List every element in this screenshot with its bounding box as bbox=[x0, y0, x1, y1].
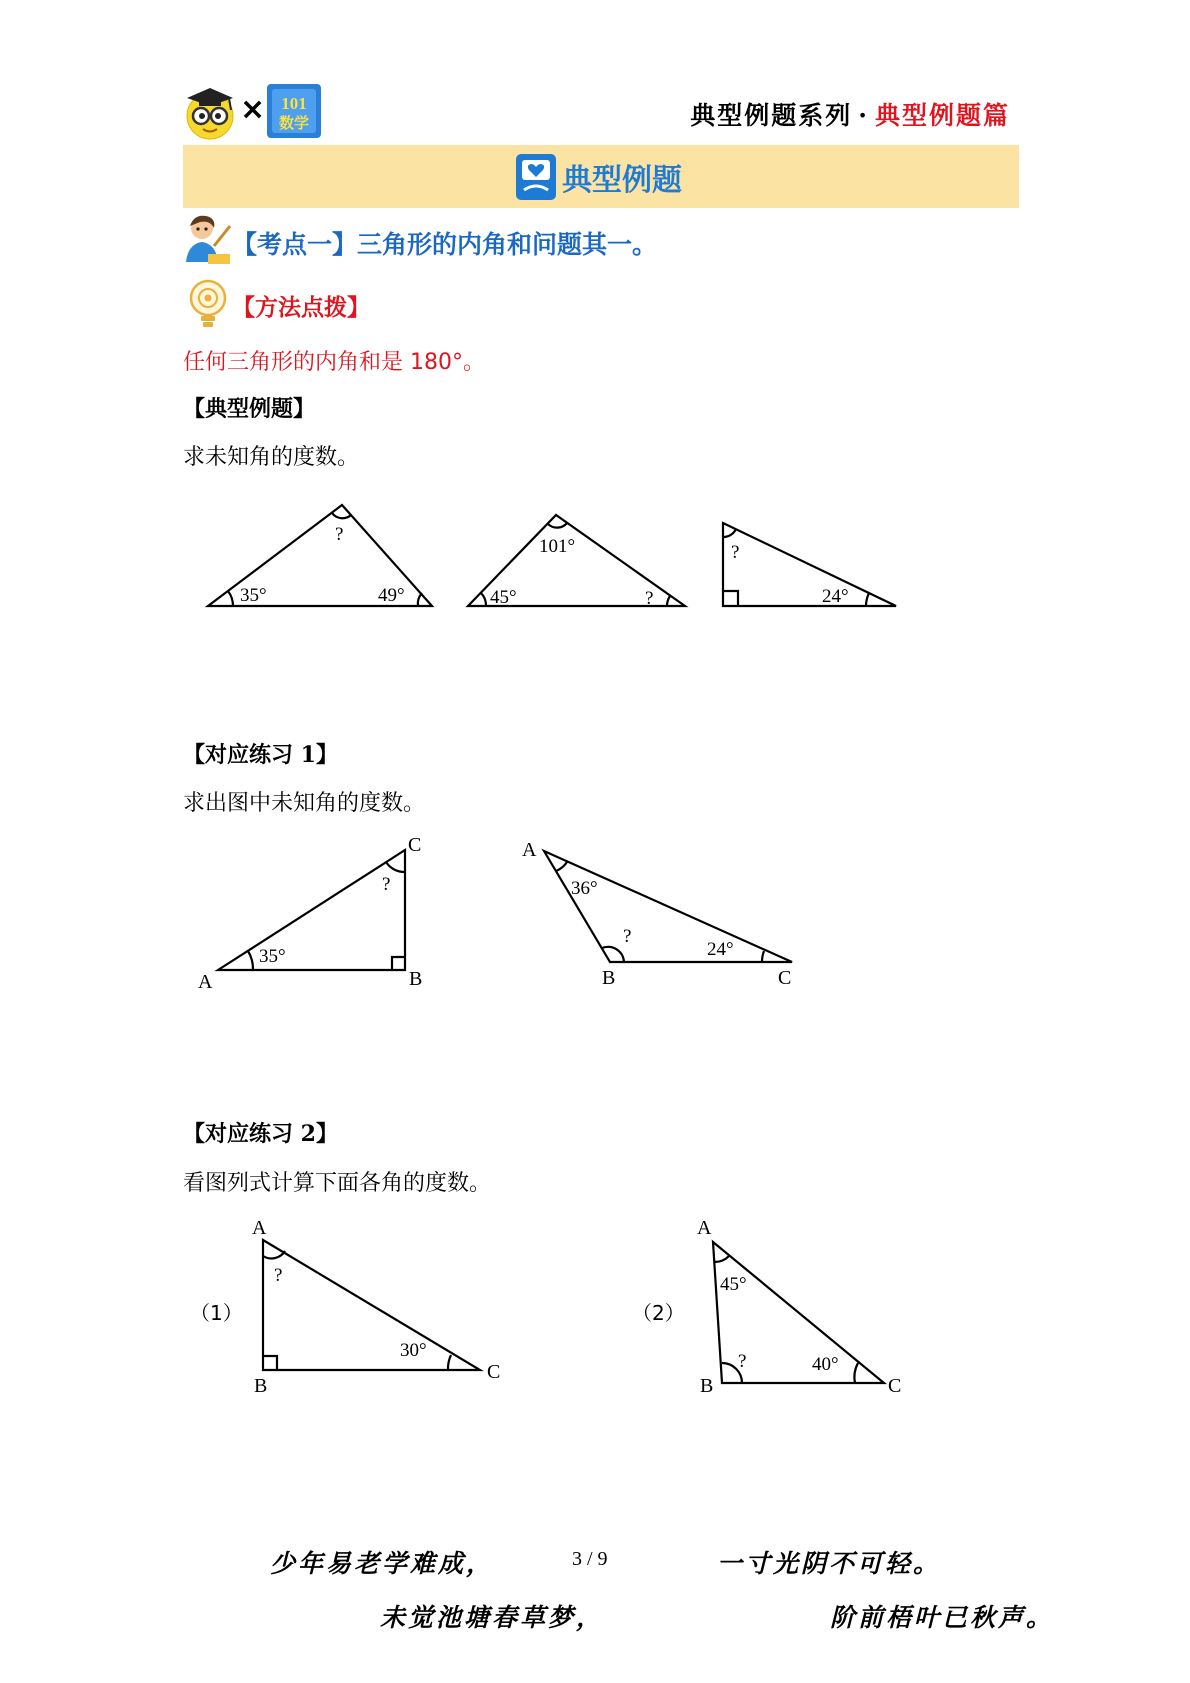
p1f1-vertex-b: B bbox=[409, 968, 423, 990]
ex3-top-angle: ? bbox=[731, 542, 740, 563]
p1f2-vertex-c: C bbox=[778, 967, 792, 989]
p2f1-angle-a: ? bbox=[274, 1265, 283, 1286]
p2f2-angle-a: 45° bbox=[720, 1274, 747, 1295]
ex2-left-angle: 45° bbox=[490, 587, 517, 608]
p1f2-angle-a: 36° bbox=[571, 878, 598, 899]
example-triangle-3 bbox=[723, 523, 896, 606]
logo-times-sign: × bbox=[240, 92, 266, 127]
p2f2-angle-b: ? bbox=[738, 1351, 747, 1372]
method-rule-text: 任何三角形的内角和是 180°。 bbox=[183, 350, 485, 375]
ex3-right-angle: 24° bbox=[822, 586, 849, 607]
practice2-question: 看图列式计算下面各角的度数。 bbox=[183, 1171, 492, 1196]
ex1-top-angle: ? bbox=[335, 524, 344, 545]
logo-101-text: 101 bbox=[281, 94, 307, 113]
ex1-left-angle: 35° bbox=[240, 585, 267, 606]
p1f2-angle-b: ? bbox=[623, 926, 632, 947]
ex2-top-angle: 101° bbox=[539, 536, 576, 557]
practice2-triangle-1 bbox=[263, 1240, 480, 1370]
p2f1-vertex-b: B bbox=[254, 1375, 268, 1397]
p2f2-angle-c: 40° bbox=[812, 1354, 839, 1375]
poem-line2-left: 未觉池塘春草梦， bbox=[380, 1603, 605, 1632]
method-heading: 【方法点拨】 bbox=[232, 295, 370, 321]
logo-math-text: 数学 bbox=[278, 116, 310, 132]
p2f2-vertex-a: A bbox=[697, 1217, 712, 1239]
poem-line1-left: 少年易老学难成， bbox=[270, 1549, 495, 1578]
series-dot: · bbox=[858, 101, 869, 130]
poem-line1-right: 一寸光阴不可轻。 bbox=[717, 1549, 942, 1578]
p1f2-vertex-b: B bbox=[602, 967, 616, 989]
p1f1-vertex-a: A bbox=[198, 971, 213, 993]
ex1-right-angle: 49° bbox=[378, 585, 405, 606]
p2f1-vertex-a: A bbox=[252, 1217, 267, 1239]
figure-number-2: （2） bbox=[632, 1301, 685, 1325]
p1f2-vertex-a: A bbox=[522, 839, 537, 861]
ex2-right-angle: ? bbox=[645, 588, 654, 609]
example-label: 【典型例题】 bbox=[183, 396, 316, 422]
p1f1-vertex-c: C bbox=[408, 834, 422, 856]
page-number: 3 / 9 bbox=[572, 1548, 608, 1570]
p2f2-vertex-c: C bbox=[888, 1375, 902, 1397]
p1f2-angle-c: 24° bbox=[707, 939, 734, 960]
practice2-label: 【对应练习 2】 bbox=[183, 1121, 338, 1147]
p2f1-vertex-c: C bbox=[487, 1361, 501, 1383]
series-right: 典型例题篇 bbox=[874, 101, 1010, 130]
figure-number-1: （1） bbox=[190, 1301, 243, 1325]
practice1-triangle-2 bbox=[544, 851, 792, 962]
series-left: 典型例题系列 bbox=[690, 101, 853, 130]
p1f1-angle-a: 35° bbox=[259, 946, 286, 967]
example-question: 求未知角的度数。 bbox=[183, 445, 360, 470]
poem-line2-right: 阶前梧叶已秋声。 bbox=[830, 1603, 1055, 1632]
p2f2-vertex-b: B bbox=[700, 1375, 714, 1397]
p2f1-angle-c: 30° bbox=[400, 1340, 427, 1361]
practice1-triangle-1 bbox=[218, 850, 405, 970]
practice1-question: 求出图中未知角的度数。 bbox=[183, 791, 426, 816]
p1f1-angle-c: ? bbox=[382, 874, 391, 895]
banner-title: 典型例题 bbox=[562, 163, 682, 198]
topic-heading: 【考点一】三角形的内角和问题其一。 bbox=[232, 230, 658, 259]
practice1-label: 【对应练习 1】 bbox=[183, 742, 338, 768]
